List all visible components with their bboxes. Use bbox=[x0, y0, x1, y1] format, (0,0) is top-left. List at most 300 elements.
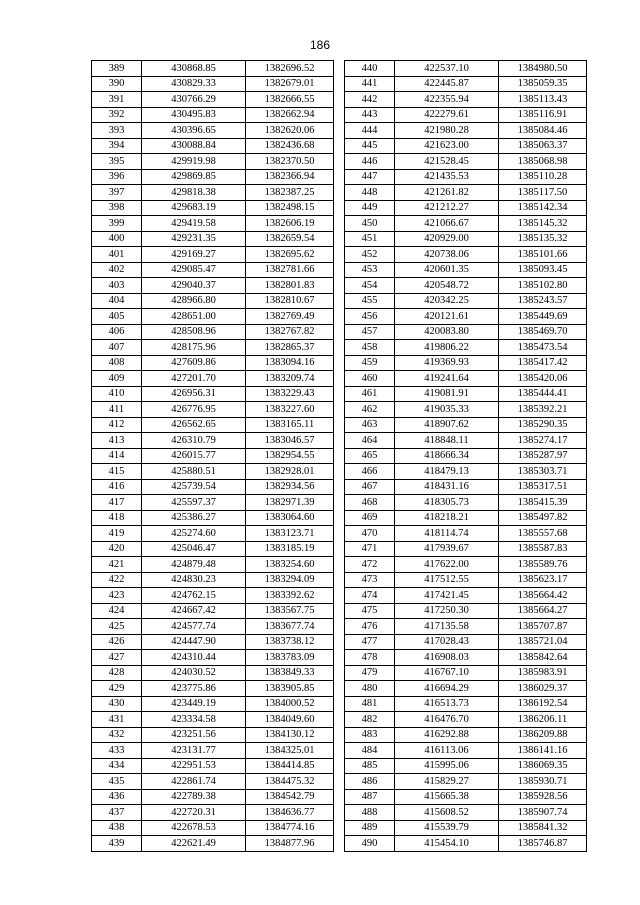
x-coordinate-cell: 415665.38 bbox=[395, 789, 499, 805]
point-number-cell: 399 bbox=[92, 216, 142, 232]
x-coordinate-cell: 418479.13 bbox=[395, 464, 499, 480]
x-coordinate-cell: 422355.94 bbox=[395, 92, 499, 108]
table-row bbox=[92, 758, 334, 774]
table-row bbox=[345, 681, 587, 697]
point-number-cell: 472 bbox=[345, 557, 395, 573]
y-coordinate-cell: 1385135.32 bbox=[499, 231, 587, 247]
y-coordinate-cell: 1382767.82 bbox=[246, 324, 334, 340]
table-row bbox=[345, 433, 587, 449]
y-coordinate-cell: 1383567.75 bbox=[246, 603, 334, 619]
point-number-cell: 446 bbox=[345, 154, 395, 170]
x-coordinate-cell: 425274.60 bbox=[142, 526, 246, 542]
y-coordinate-cell: 1385063.37 bbox=[499, 138, 587, 154]
table-row bbox=[345, 712, 587, 728]
x-coordinate-cell: 425386.27 bbox=[142, 510, 246, 526]
y-coordinate-cell: 1382387.25 bbox=[246, 185, 334, 201]
point-number-cell: 438 bbox=[92, 820, 142, 836]
point-number-cell: 439 bbox=[92, 836, 142, 852]
y-coordinate-cell: 1382620.06 bbox=[246, 123, 334, 139]
y-coordinate-cell: 1385664.27 bbox=[499, 603, 587, 619]
y-coordinate-cell: 1382865.37 bbox=[246, 340, 334, 356]
table-row bbox=[92, 665, 334, 681]
y-coordinate-cell: 1383738.12 bbox=[246, 634, 334, 650]
y-coordinate-cell: 1383227.60 bbox=[246, 402, 334, 418]
point-number-cell: 485 bbox=[345, 758, 395, 774]
y-coordinate-cell: 1385101.66 bbox=[499, 247, 587, 263]
x-coordinate-cell: 428966.80 bbox=[142, 293, 246, 309]
x-coordinate-cell: 424447.90 bbox=[142, 634, 246, 650]
x-coordinate-cell: 426956.31 bbox=[142, 386, 246, 402]
point-number-cell: 389 bbox=[92, 61, 142, 77]
y-coordinate-cell: 1383046.57 bbox=[246, 433, 334, 449]
point-number-cell: 426 bbox=[92, 634, 142, 650]
x-coordinate-cell: 429085.47 bbox=[142, 262, 246, 278]
y-coordinate-cell: 1385317.51 bbox=[499, 479, 587, 495]
point-number-cell: 464 bbox=[345, 433, 395, 449]
point-number-cell: 415 bbox=[92, 464, 142, 480]
y-coordinate-cell: 1385117.50 bbox=[499, 185, 587, 201]
x-coordinate-cell: 419035.33 bbox=[395, 402, 499, 418]
x-coordinate-cell: 422537.10 bbox=[395, 61, 499, 77]
point-number-cell: 427 bbox=[92, 650, 142, 666]
point-number-cell: 434 bbox=[92, 758, 142, 774]
y-coordinate-cell: 1386141.16 bbox=[499, 743, 587, 759]
y-coordinate-cell: 1385473.54 bbox=[499, 340, 587, 356]
x-coordinate-cell: 421261.82 bbox=[395, 185, 499, 201]
y-coordinate-cell: 1383783.09 bbox=[246, 650, 334, 666]
x-coordinate-cell: 426562.65 bbox=[142, 417, 246, 433]
x-coordinate-cell: 429419.58 bbox=[142, 216, 246, 232]
table-row bbox=[345, 355, 587, 371]
x-coordinate-cell: 416476.70 bbox=[395, 712, 499, 728]
y-coordinate-cell: 1384049.60 bbox=[246, 712, 334, 728]
table-row bbox=[345, 774, 587, 790]
x-coordinate-cell: 421623.00 bbox=[395, 138, 499, 154]
y-coordinate-cell: 1385469.70 bbox=[499, 324, 587, 340]
point-number-cell: 457 bbox=[345, 324, 395, 340]
table-row bbox=[345, 526, 587, 542]
point-number-cell: 458 bbox=[345, 340, 395, 356]
table-row bbox=[92, 557, 334, 573]
x-coordinate-cell: 418666.34 bbox=[395, 448, 499, 464]
table-row bbox=[92, 805, 334, 821]
table-row bbox=[345, 216, 587, 232]
table-row bbox=[345, 758, 587, 774]
table-row bbox=[92, 696, 334, 712]
point-number-cell: 413 bbox=[92, 433, 142, 449]
table-row bbox=[92, 479, 334, 495]
x-coordinate-cell: 423334.58 bbox=[142, 712, 246, 728]
y-coordinate-cell: 1383165.11 bbox=[246, 417, 334, 433]
point-number-cell: 429 bbox=[92, 681, 142, 697]
table-row bbox=[92, 92, 334, 108]
y-coordinate-cell: 1385497.82 bbox=[499, 510, 587, 526]
point-number-cell: 392 bbox=[92, 107, 142, 123]
x-coordinate-cell: 419806.22 bbox=[395, 340, 499, 356]
table-row bbox=[345, 696, 587, 712]
y-coordinate-cell: 1385417.42 bbox=[499, 355, 587, 371]
x-coordinate-cell: 430829.33 bbox=[142, 76, 246, 92]
point-number-cell: 451 bbox=[345, 231, 395, 247]
table-row bbox=[345, 727, 587, 743]
x-coordinate-cell: 420342.25 bbox=[395, 293, 499, 309]
point-number-cell: 454 bbox=[345, 278, 395, 294]
page-number: 186 bbox=[309, 38, 331, 52]
point-number-cell: 417 bbox=[92, 495, 142, 511]
y-coordinate-cell: 1385059.35 bbox=[499, 76, 587, 92]
point-number-cell: 419 bbox=[92, 526, 142, 542]
y-coordinate-cell: 1386192.54 bbox=[499, 696, 587, 712]
x-coordinate-cell: 422279.61 bbox=[395, 107, 499, 123]
y-coordinate-cell: 1384636.77 bbox=[246, 805, 334, 821]
point-number-cell: 456 bbox=[345, 309, 395, 325]
y-coordinate-cell: 1382370.50 bbox=[246, 154, 334, 170]
y-coordinate-cell: 1382498.15 bbox=[246, 200, 334, 216]
point-number-cell: 411 bbox=[92, 402, 142, 418]
point-number-cell: 431 bbox=[92, 712, 142, 728]
table-row bbox=[92, 138, 334, 154]
y-coordinate-cell: 1385449.69 bbox=[499, 309, 587, 325]
y-coordinate-cell: 1385842.64 bbox=[499, 650, 587, 666]
point-number-cell: 405 bbox=[92, 309, 142, 325]
y-coordinate-cell: 1385392.21 bbox=[499, 402, 587, 418]
x-coordinate-cell: 430868.85 bbox=[142, 61, 246, 77]
y-coordinate-cell: 1382934.56 bbox=[246, 479, 334, 495]
table-row bbox=[345, 743, 587, 759]
table-row bbox=[92, 355, 334, 371]
x-coordinate-cell: 423449.19 bbox=[142, 696, 246, 712]
y-coordinate-cell: 1383123.71 bbox=[246, 526, 334, 542]
y-coordinate-cell: 1382696.52 bbox=[246, 61, 334, 77]
x-coordinate-cell: 422678.53 bbox=[142, 820, 246, 836]
x-coordinate-cell: 425046.47 bbox=[142, 541, 246, 557]
x-coordinate-cell: 423775.86 bbox=[142, 681, 246, 697]
x-coordinate-cell: 415829.27 bbox=[395, 774, 499, 790]
y-coordinate-cell: 1383185.19 bbox=[246, 541, 334, 557]
y-coordinate-cell: 1384414.85 bbox=[246, 758, 334, 774]
point-number-cell: 488 bbox=[345, 805, 395, 821]
x-coordinate-cell: 424030.52 bbox=[142, 665, 246, 681]
point-number-cell: 486 bbox=[345, 774, 395, 790]
point-number-cell: 428 bbox=[92, 665, 142, 681]
y-coordinate-cell: 1383254.60 bbox=[246, 557, 334, 573]
y-coordinate-cell: 1382695.62 bbox=[246, 247, 334, 263]
table-row bbox=[92, 526, 334, 542]
y-coordinate-cell: 1384542.79 bbox=[246, 789, 334, 805]
y-coordinate-cell: 1383229.43 bbox=[246, 386, 334, 402]
y-coordinate-cell: 1384000.52 bbox=[246, 696, 334, 712]
point-number-cell: 432 bbox=[92, 727, 142, 743]
x-coordinate-cell: 426015.77 bbox=[142, 448, 246, 464]
table-row bbox=[92, 743, 334, 759]
x-coordinate-cell: 421212.27 bbox=[395, 200, 499, 216]
point-number-cell: 453 bbox=[345, 262, 395, 278]
x-coordinate-cell: 421435.53 bbox=[395, 169, 499, 185]
point-number-cell: 468 bbox=[345, 495, 395, 511]
x-coordinate-cell: 422789.38 bbox=[142, 789, 246, 805]
y-coordinate-cell: 1385145.32 bbox=[499, 216, 587, 232]
y-coordinate-cell: 1385110.28 bbox=[499, 169, 587, 185]
x-coordinate-cell: 420929.00 bbox=[395, 231, 499, 247]
x-coordinate-cell: 429683.19 bbox=[142, 200, 246, 216]
point-number-cell: 441 bbox=[345, 76, 395, 92]
table-row bbox=[92, 634, 334, 650]
point-number-cell: 395 bbox=[92, 154, 142, 170]
point-number-cell: 477 bbox=[345, 634, 395, 650]
table-row bbox=[345, 231, 587, 247]
y-coordinate-cell: 1383094.16 bbox=[246, 355, 334, 371]
table-row bbox=[345, 805, 587, 821]
x-coordinate-cell: 424762.15 bbox=[142, 588, 246, 604]
point-number-cell: 422 bbox=[92, 572, 142, 588]
y-coordinate-cell: 1385243.57 bbox=[499, 293, 587, 309]
x-coordinate-cell: 420738.06 bbox=[395, 247, 499, 263]
point-number-cell: 469 bbox=[345, 510, 395, 526]
x-coordinate-cell: 429169.27 bbox=[142, 247, 246, 263]
x-coordinate-cell: 416694.29 bbox=[395, 681, 499, 697]
table-row bbox=[92, 123, 334, 139]
coordinate-table-left bbox=[91, 60, 334, 852]
x-coordinate-cell: 427609.86 bbox=[142, 355, 246, 371]
table-row bbox=[92, 588, 334, 604]
table-row bbox=[345, 588, 587, 604]
x-coordinate-cell: 420083.80 bbox=[395, 324, 499, 340]
y-coordinate-cell: 1385983.91 bbox=[499, 665, 587, 681]
x-coordinate-cell: 416113.06 bbox=[395, 743, 499, 759]
table-row bbox=[345, 107, 587, 123]
point-number-cell: 390 bbox=[92, 76, 142, 92]
point-number-cell: 437 bbox=[92, 805, 142, 821]
table-row bbox=[92, 650, 334, 666]
y-coordinate-cell: 1382679.01 bbox=[246, 76, 334, 92]
point-number-cell: 397 bbox=[92, 185, 142, 201]
coordinate-table-right bbox=[344, 60, 587, 852]
y-coordinate-cell: 1385287.97 bbox=[499, 448, 587, 464]
table-row bbox=[92, 774, 334, 790]
x-coordinate-cell: 417135.58 bbox=[395, 619, 499, 635]
x-coordinate-cell: 421528.45 bbox=[395, 154, 499, 170]
y-coordinate-cell: 1385907.74 bbox=[499, 805, 587, 821]
x-coordinate-cell: 430088.84 bbox=[142, 138, 246, 154]
point-number-cell: 482 bbox=[345, 712, 395, 728]
x-coordinate-cell: 430495.83 bbox=[142, 107, 246, 123]
x-coordinate-cell: 422861.74 bbox=[142, 774, 246, 790]
table-row bbox=[92, 448, 334, 464]
y-coordinate-cell: 1382810.67 bbox=[246, 293, 334, 309]
x-coordinate-cell: 424830.23 bbox=[142, 572, 246, 588]
table-row bbox=[92, 712, 334, 728]
y-coordinate-cell: 1384877.96 bbox=[246, 836, 334, 852]
table-row bbox=[345, 510, 587, 526]
y-coordinate-cell: 1382666.55 bbox=[246, 92, 334, 108]
y-coordinate-cell: 1385102.80 bbox=[499, 278, 587, 294]
y-coordinate-cell: 1382662.94 bbox=[246, 107, 334, 123]
table-row bbox=[345, 557, 587, 573]
y-coordinate-cell: 1382954.55 bbox=[246, 448, 334, 464]
x-coordinate-cell: 417421.45 bbox=[395, 588, 499, 604]
y-coordinate-cell: 1385928.56 bbox=[499, 789, 587, 805]
x-coordinate-cell: 426776.95 bbox=[142, 402, 246, 418]
point-number-cell: 487 bbox=[345, 789, 395, 805]
table-row bbox=[345, 836, 587, 852]
x-coordinate-cell: 427201.70 bbox=[142, 371, 246, 387]
table-row bbox=[92, 417, 334, 433]
table-row bbox=[345, 309, 587, 325]
x-coordinate-cell: 424310.44 bbox=[142, 650, 246, 666]
point-number-cell: 410 bbox=[92, 386, 142, 402]
x-coordinate-cell: 418431.16 bbox=[395, 479, 499, 495]
x-coordinate-cell: 422720.31 bbox=[142, 805, 246, 821]
table-row bbox=[345, 262, 587, 278]
y-coordinate-cell: 1385587.83 bbox=[499, 541, 587, 557]
point-number-cell: 409 bbox=[92, 371, 142, 387]
x-coordinate-cell: 422951.53 bbox=[142, 758, 246, 774]
point-number-cell: 450 bbox=[345, 216, 395, 232]
point-number-cell: 396 bbox=[92, 169, 142, 185]
point-number-cell: 449 bbox=[345, 200, 395, 216]
point-number-cell: 466 bbox=[345, 464, 395, 480]
x-coordinate-cell: 422621.49 bbox=[142, 836, 246, 852]
table-row bbox=[345, 619, 587, 635]
y-coordinate-cell: 1382781.66 bbox=[246, 262, 334, 278]
table-row bbox=[345, 371, 587, 387]
table-row bbox=[92, 76, 334, 92]
point-number-cell: 423 bbox=[92, 588, 142, 604]
y-coordinate-cell: 1382769.49 bbox=[246, 309, 334, 325]
y-coordinate-cell: 1386029.37 bbox=[499, 681, 587, 697]
point-number-cell: 475 bbox=[345, 603, 395, 619]
x-coordinate-cell: 418114.74 bbox=[395, 526, 499, 542]
table-row bbox=[92, 510, 334, 526]
point-number-cell: 481 bbox=[345, 696, 395, 712]
y-coordinate-cell: 1385589.76 bbox=[499, 557, 587, 573]
y-coordinate-cell: 1385113.43 bbox=[499, 92, 587, 108]
point-number-cell: 444 bbox=[345, 123, 395, 139]
y-coordinate-cell: 1382971.39 bbox=[246, 495, 334, 511]
table-row bbox=[92, 324, 334, 340]
table-row bbox=[92, 262, 334, 278]
point-number-cell: 394 bbox=[92, 138, 142, 154]
point-number-cell: 461 bbox=[345, 386, 395, 402]
table-row bbox=[92, 61, 334, 77]
table-row bbox=[345, 402, 587, 418]
x-coordinate-cell: 420548.72 bbox=[395, 278, 499, 294]
table-row bbox=[92, 433, 334, 449]
y-coordinate-cell: 1383677.74 bbox=[246, 619, 334, 635]
table-row bbox=[92, 464, 334, 480]
point-number-cell: 443 bbox=[345, 107, 395, 123]
x-coordinate-cell: 423251.56 bbox=[142, 727, 246, 743]
point-number-cell: 401 bbox=[92, 247, 142, 263]
y-coordinate-cell: 1385116.91 bbox=[499, 107, 587, 123]
table-row bbox=[92, 820, 334, 836]
x-coordinate-cell: 417939.67 bbox=[395, 541, 499, 557]
table-row bbox=[92, 495, 334, 511]
y-coordinate-cell: 1385664.42 bbox=[499, 588, 587, 604]
table-row bbox=[345, 138, 587, 154]
point-number-cell: 442 bbox=[345, 92, 395, 108]
x-coordinate-cell: 418218.21 bbox=[395, 510, 499, 526]
table-row bbox=[345, 495, 587, 511]
x-coordinate-cell: 421066.67 bbox=[395, 216, 499, 232]
point-number-cell: 471 bbox=[345, 541, 395, 557]
y-coordinate-cell: 1385930.71 bbox=[499, 774, 587, 790]
point-number-cell: 393 bbox=[92, 123, 142, 139]
table-row bbox=[345, 541, 587, 557]
y-coordinate-cell: 1385290.35 bbox=[499, 417, 587, 433]
point-number-cell: 416 bbox=[92, 479, 142, 495]
table-row bbox=[92, 371, 334, 387]
x-coordinate-cell: 415454.10 bbox=[395, 836, 499, 852]
y-coordinate-cell: 1385444.41 bbox=[499, 386, 587, 402]
point-number-cell: 474 bbox=[345, 588, 395, 604]
x-coordinate-cell: 424577.74 bbox=[142, 619, 246, 635]
point-number-cell: 412 bbox=[92, 417, 142, 433]
x-coordinate-cell: 416908.03 bbox=[395, 650, 499, 666]
y-coordinate-cell: 1383849.33 bbox=[246, 665, 334, 681]
y-coordinate-cell: 1384475.32 bbox=[246, 774, 334, 790]
point-number-cell: 483 bbox=[345, 727, 395, 743]
table-row bbox=[345, 417, 587, 433]
x-coordinate-cell: 417028.43 bbox=[395, 634, 499, 650]
y-coordinate-cell: 1385721.04 bbox=[499, 634, 587, 650]
table-row bbox=[345, 572, 587, 588]
x-coordinate-cell: 418305.73 bbox=[395, 495, 499, 511]
y-coordinate-cell: 1385274.17 bbox=[499, 433, 587, 449]
table-row bbox=[345, 789, 587, 805]
point-number-cell: 406 bbox=[92, 324, 142, 340]
point-number-cell: 445 bbox=[345, 138, 395, 154]
x-coordinate-cell: 429869.85 bbox=[142, 169, 246, 185]
x-coordinate-cell: 422445.87 bbox=[395, 76, 499, 92]
point-number-cell: 414 bbox=[92, 448, 142, 464]
table-row bbox=[92, 278, 334, 294]
y-coordinate-cell: 1385303.71 bbox=[499, 464, 587, 480]
y-coordinate-cell: 1382366.94 bbox=[246, 169, 334, 185]
point-number-cell: 420 bbox=[92, 541, 142, 557]
table-row bbox=[345, 200, 587, 216]
y-coordinate-cell: 1383905.85 bbox=[246, 681, 334, 697]
point-number-cell: 404 bbox=[92, 293, 142, 309]
x-coordinate-cell: 425880.51 bbox=[142, 464, 246, 480]
point-number-cell: 480 bbox=[345, 681, 395, 697]
point-number-cell: 476 bbox=[345, 619, 395, 635]
x-coordinate-cell: 428175.96 bbox=[142, 340, 246, 356]
table-row bbox=[345, 154, 587, 170]
table-row bbox=[345, 123, 587, 139]
y-coordinate-cell: 1383392.62 bbox=[246, 588, 334, 604]
table-row bbox=[92, 386, 334, 402]
x-coordinate-cell: 420601.35 bbox=[395, 262, 499, 278]
y-coordinate-cell: 1386069.35 bbox=[499, 758, 587, 774]
table-row bbox=[92, 107, 334, 123]
point-number-cell: 435 bbox=[92, 774, 142, 790]
point-number-cell: 436 bbox=[92, 789, 142, 805]
y-coordinate-cell: 1385068.98 bbox=[499, 154, 587, 170]
point-number-cell: 452 bbox=[345, 247, 395, 263]
y-coordinate-cell: 1385707.87 bbox=[499, 619, 587, 635]
table-row bbox=[92, 836, 334, 852]
table-row bbox=[345, 185, 587, 201]
point-number-cell: 470 bbox=[345, 526, 395, 542]
point-number-cell: 398 bbox=[92, 200, 142, 216]
x-coordinate-cell: 428651.00 bbox=[142, 309, 246, 325]
x-coordinate-cell: 417250.30 bbox=[395, 603, 499, 619]
x-coordinate-cell: 415608.52 bbox=[395, 805, 499, 821]
point-number-cell: 408 bbox=[92, 355, 142, 371]
table-row bbox=[345, 650, 587, 666]
x-coordinate-cell: 418907.62 bbox=[395, 417, 499, 433]
